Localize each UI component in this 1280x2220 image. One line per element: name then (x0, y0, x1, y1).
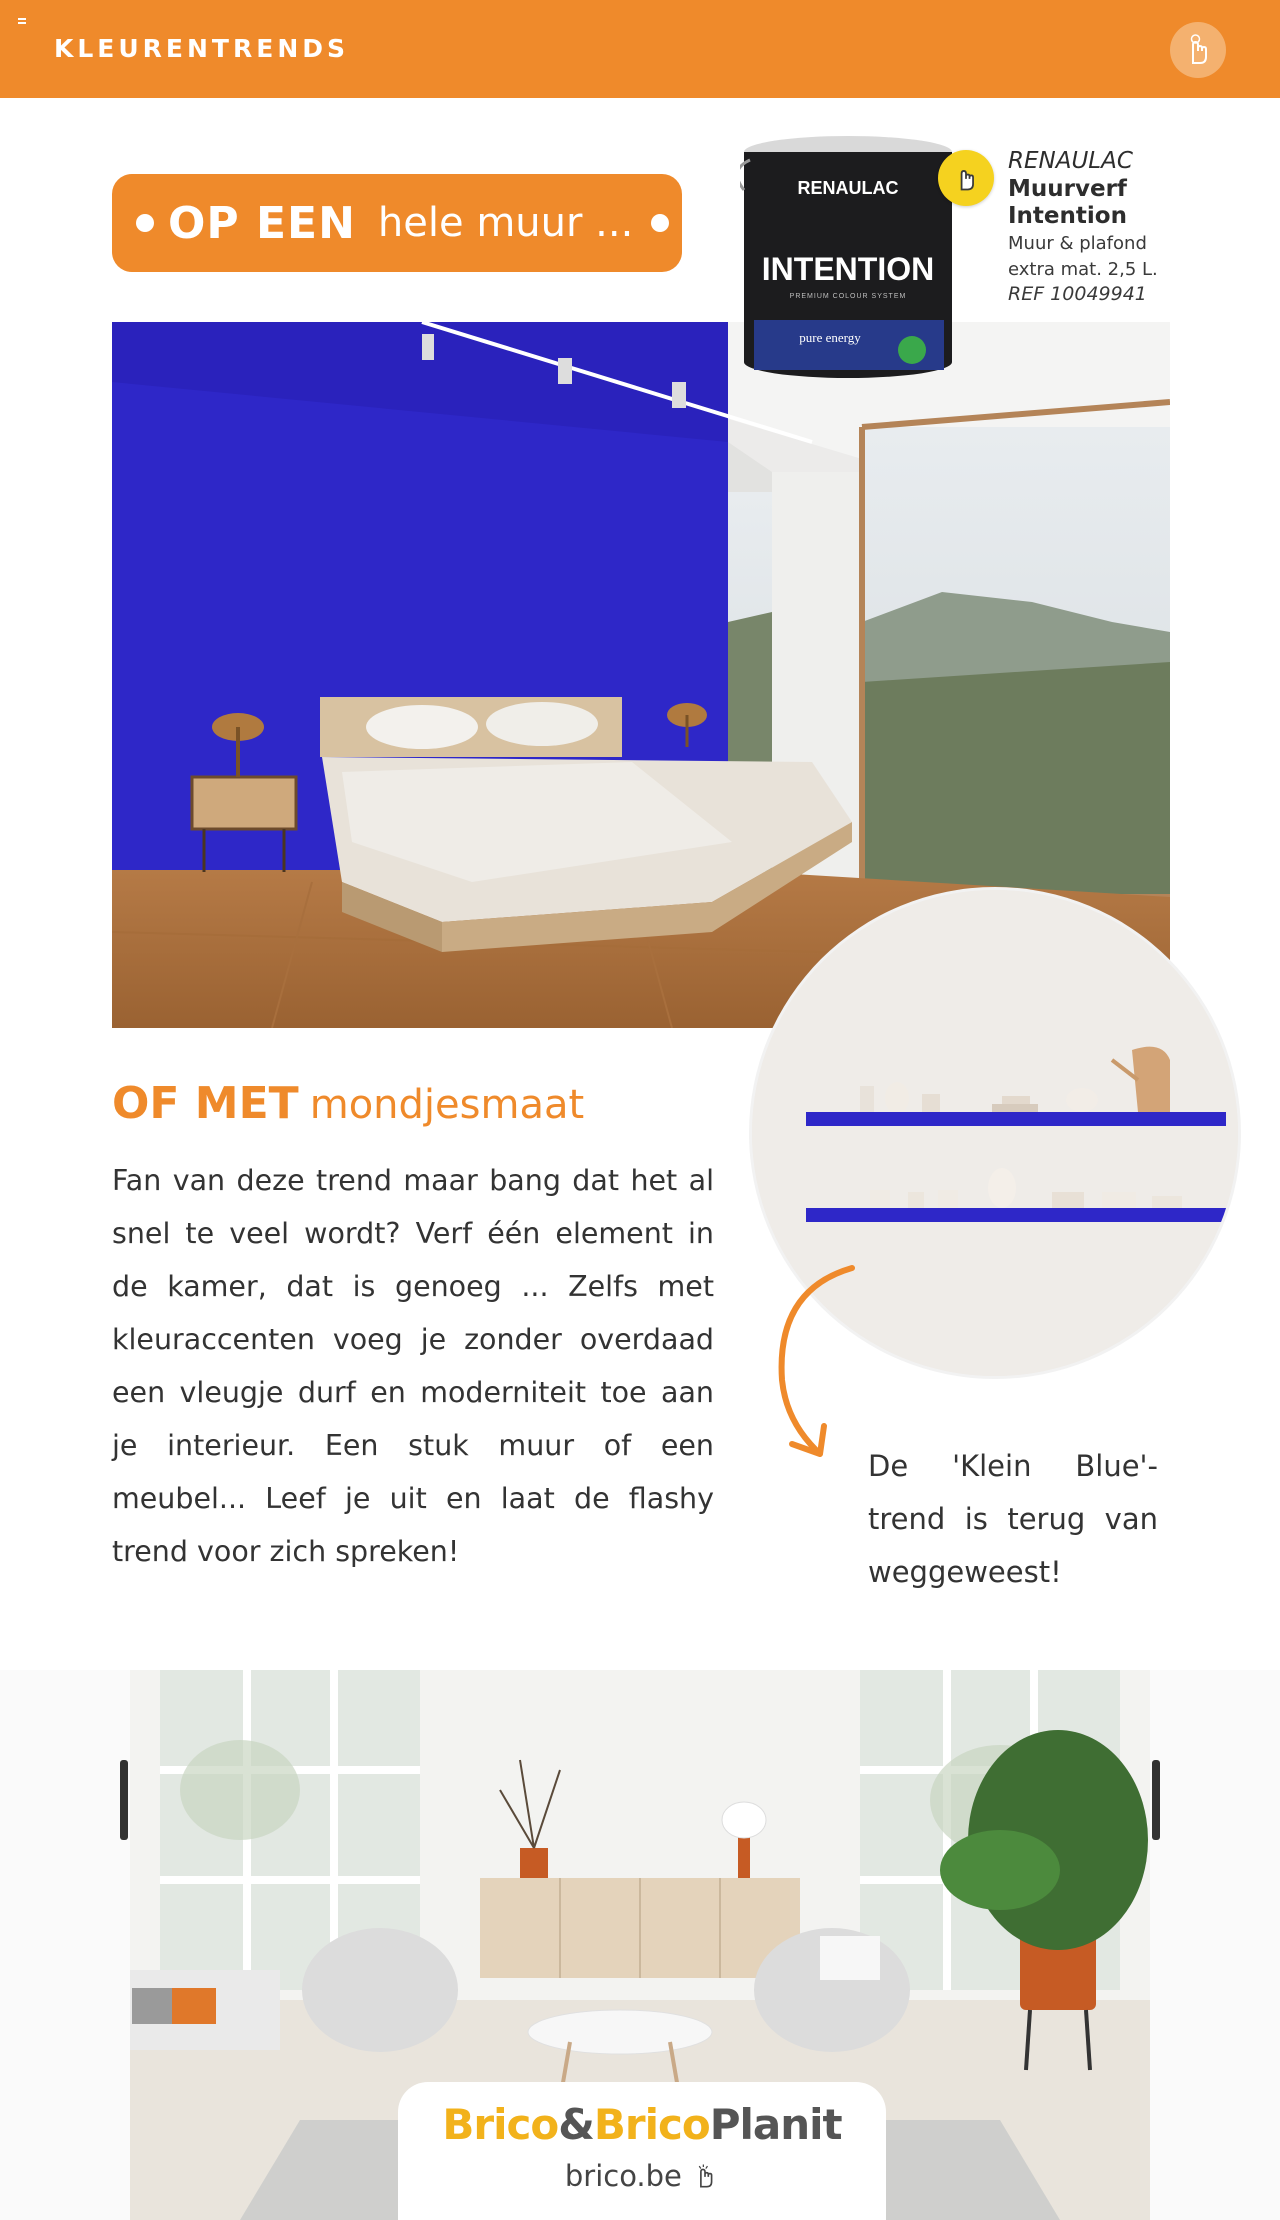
can-label-script: pure energy (799, 330, 861, 345)
website-text[interactable]: brico.be (564, 2159, 682, 2193)
bullet-dot-icon (651, 214, 669, 232)
bullet-dot-icon (136, 214, 154, 232)
headline-light: hele muur ... (377, 200, 634, 246)
logo-planit: Planit (709, 2100, 842, 2149)
product-name-line2: Intention (1008, 203, 1127, 230)
hand-pointer-icon (691, 2162, 719, 2190)
can-label-top: RENAULAC (797, 178, 899, 198)
can-label-sub: PREMIUM COLOUR SYSTEM (789, 293, 907, 300)
page-header (0, 0, 1280, 98)
curved-arrow-icon (766, 1260, 886, 1460)
brand-logo (398, 2100, 886, 2149)
product-ref: REF 10049941 (1008, 282, 1147, 305)
product-desc-line1: Muur & plafond (1008, 232, 1147, 254)
product-brand: RENAULAC (1008, 148, 1133, 174)
paint-can-image (740, 130, 970, 390)
logo-ampersand: & (558, 2100, 594, 2149)
headline-pill (112, 174, 682, 272)
section-title: KLEURENTRENDS (54, 34, 349, 63)
website-link[interactable] (398, 2159, 886, 2193)
logo-brico: Brico (442, 2100, 559, 2149)
headline-bold: OP EEN (168, 197, 356, 249)
menu-icon[interactable] (18, 18, 26, 24)
hand-pointer-icon[interactable] (938, 150, 994, 206)
subheading (112, 1078, 584, 1129)
product-desc-line2: extra mat. 2,5 L. (1008, 258, 1158, 280)
subheading-light: mondjesmaat (309, 1082, 585, 1128)
hand-pointer-icon[interactable] (1170, 22, 1226, 78)
body-paragraph: Fan van deze trend maar bang dat het al snel te veel wordt? Verf één element in de kamer, dat is genoeg ... Zelfs met kleuraccenten voeg je zonder overdaad een vleugje durf en moderniteit toe aan je interieur. Een stuk muur of een meubel... Leef je uit en laat de flashy trend voor zich spreken! (112, 1164, 714, 1568)
product-name-line1: Muurverf (1008, 175, 1127, 202)
logo-brico2: Brico (593, 2100, 710, 2149)
subheading-bold: OF MET (112, 1078, 299, 1129)
caption-text: De 'Klein Blue'-trend is terug van weggeweest! (868, 1449, 1158, 1589)
product-info (1008, 148, 1268, 306)
can-label-main: INTENTION (761, 251, 935, 287)
brand-logo-box[interactable] (398, 2082, 886, 2220)
